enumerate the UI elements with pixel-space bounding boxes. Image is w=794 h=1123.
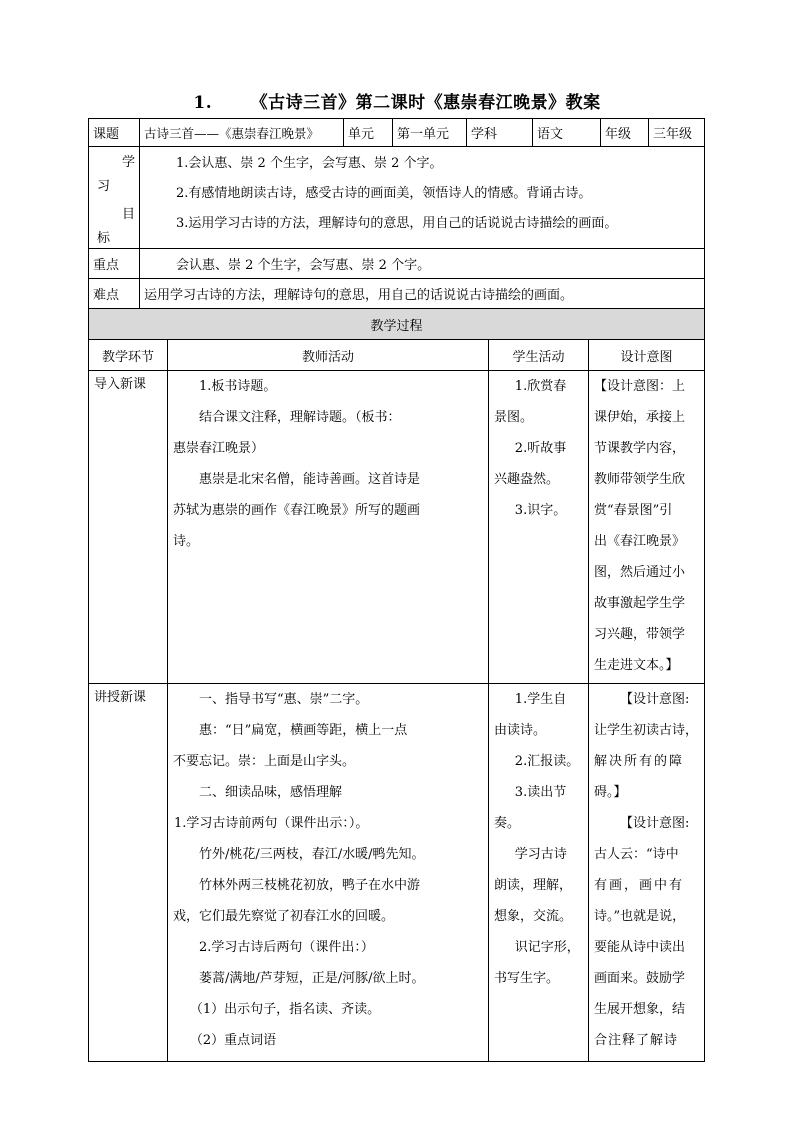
student-line: 由读诗。 [494, 723, 547, 738]
teacher-line: 2.学习古诗后两句（课件出：） [199, 940, 374, 955]
lesson-info-table [88, 118, 705, 309]
design-cell [589, 684, 705, 1062]
grade-label: 年级 [601, 119, 649, 147]
student-line: 想象，交流。 [494, 909, 573, 924]
design-line: 有画，画中有 [594, 878, 685, 893]
design-line: 碍。】 [594, 785, 627, 800]
grade-value: 三年级 [649, 119, 705, 147]
teacher-line: 1.学习古诗前两句（课件出示：）。 [174, 816, 369, 831]
design-line: 生走进文本。】 [594, 658, 679, 673]
teacher-cell [168, 371, 489, 684]
goal-item: 3.运用学习古诗的方法，理解诗句的意思，用自己的话说说古诗描绘的画面。 [176, 216, 618, 231]
student-line: 3.读出节 [514, 785, 567, 800]
teaching-process-table [88, 308, 705, 1062]
subject-label: 学科 [467, 119, 533, 147]
goals-label [89, 147, 140, 249]
teacher-line: 惠崇是北宋名僧，能诗善画。这首诗是 [199, 472, 421, 487]
goals-label-char: 标 [97, 231, 111, 246]
unit-label: 单元 [344, 119, 393, 147]
design-line: 图，然后通过小 [594, 565, 686, 580]
student-line: 2.汇报读。 [514, 754, 580, 769]
teacher-line: 竹外/桃花/三两枝，春江/水暖/鸭先知。 [199, 847, 425, 862]
goal-item: 1.会认惠、崇 2 个生字，会写惠、崇 2 个字。 [176, 156, 443, 171]
teacher-line: 诗。 [173, 534, 200, 549]
col-student-header: 学生活动 [489, 340, 589, 371]
student-line: 景图。 [494, 410, 534, 425]
goals-label-char: 习 [97, 179, 111, 194]
student-line: 书写生字。 [494, 971, 560, 986]
teacher-line: 蒌蒿/满地/芦芽短，正是/河豚/欲上时。 [199, 971, 425, 986]
design-line: 让学生初读古诗， [594, 723, 699, 738]
design-line: 教师带领学生欣 [594, 472, 686, 487]
col-stage-header: 教学环节 [89, 340, 168, 371]
key-point-value: 会认惠、崇 2 个生字，会写惠、崇 2 个字。 [140, 249, 705, 279]
teacher-line: 苏轼为惠崇的画作《春江晚景》所写的题画 [173, 503, 421, 518]
teacher-line: 不要忘记。崇：上面是山字头。 [173, 754, 356, 769]
design-line: 【设计意图：上 [594, 379, 686, 394]
student-line: 2.听故事 [514, 441, 567, 456]
student-line: 1.学生自 [514, 692, 567, 707]
teacher-line: 竹林外两三枝桃花初放，鸭子在水中游 [199, 878, 421, 893]
design-line: 【设计意图: [620, 816, 690, 831]
goals-label-char: 学 [122, 155, 136, 170]
process-header: 教学过程 [89, 309, 705, 340]
goal-item: 2.有感情地朗读古诗，感受古诗的画面美，领悟诗人的情感。背诵古诗。 [176, 186, 592, 201]
difficulty-label: 难点 [89, 279, 140, 309]
design-line: 习兴趣，带领学 [594, 627, 686, 642]
goals-label-char: 目 [122, 207, 136, 222]
difficulty-value: 运用学习古诗的方法，理解诗句的意思，用自己的话说说古诗描绘的画面。 [140, 279, 705, 309]
student-line: 1.欣赏春 [514, 379, 567, 394]
student-line: 奏。 [494, 816, 521, 831]
design-line: 画面来。鼓励学 [594, 971, 686, 986]
topic-value: 古诗三首——《惠崇春江晚景》 [140, 119, 344, 147]
teacher-line: 惠崇春江晚景） [173, 441, 265, 456]
table-row [89, 371, 705, 684]
student-line: 朗读，理解， [494, 878, 573, 893]
design-line: 解决所有的障 [594, 754, 685, 769]
stage-cell [89, 371, 168, 684]
unit-value: 第一单元 [393, 119, 467, 147]
table-row [89, 684, 705, 1062]
teacher-line: 一、指导书写“惠、崇”二字。 [199, 692, 369, 707]
student-line: 3.识字。 [514, 503, 567, 518]
document-title: 1. 《古诗三首》第二课时《惠崇春江晚景》教案 [193, 93, 601, 113]
subject-value: 语文 [533, 119, 601, 147]
teacher-line: 戏，它们最先察觉了初春江水的回暖。 [173, 909, 395, 924]
design-line: 【设计意图: [620, 692, 690, 707]
stage-label: 讲授新课 [94, 690, 147, 705]
design-line: 出《春江晚景》 [594, 534, 686, 549]
col-teacher-header: 教师活动 [168, 340, 489, 371]
topic-label: 课题 [89, 119, 140, 147]
student-cell [489, 371, 589, 684]
design-line: 故事激起学生学 [594, 596, 686, 611]
design-line: 要能从诗中读出 [594, 940, 686, 955]
student-line: 学习古诗 [514, 847, 567, 862]
design-line: 生展开想象，结 [594, 1002, 686, 1017]
teacher-line: （1）出示句子，指名读、齐读。 [189, 1002, 381, 1017]
student-line: 兴趣盎然。 [494, 472, 560, 487]
design-line: 节课教学内容， [594, 441, 686, 456]
teacher-line: 1.板书诗题。 [199, 379, 277, 394]
student-cell [489, 684, 589, 1062]
col-design-header: 设计意图 [589, 340, 705, 371]
design-line: 古人云：“诗中 [594, 847, 679, 862]
teacher-cell [168, 684, 489, 1062]
design-line: 课伊始，承接上 [594, 410, 686, 425]
teacher-line: 结合课文注释，理解诗题。（板书： [199, 410, 401, 425]
design-line: 合注释了解诗 [594, 1033, 679, 1048]
key-point-label: 重点 [89, 249, 140, 279]
teacher-line: 二、细读品味，感悟理解 [199, 785, 343, 800]
design-line: 赏“春景图”引 [594, 503, 673, 518]
design-cell [589, 371, 705, 684]
goals-content [140, 147, 705, 249]
stage-cell [89, 684, 168, 1062]
design-line: 诗。”也就是说， [594, 909, 686, 924]
student-line: 识记字形， [514, 940, 580, 955]
teacher-line: （2）重点词语 [189, 1033, 277, 1048]
teacher-line: 惠：“日”扁宽，横画等距，横上一点 [199, 723, 408, 738]
stage-label: 导入新课 [94, 377, 147, 392]
